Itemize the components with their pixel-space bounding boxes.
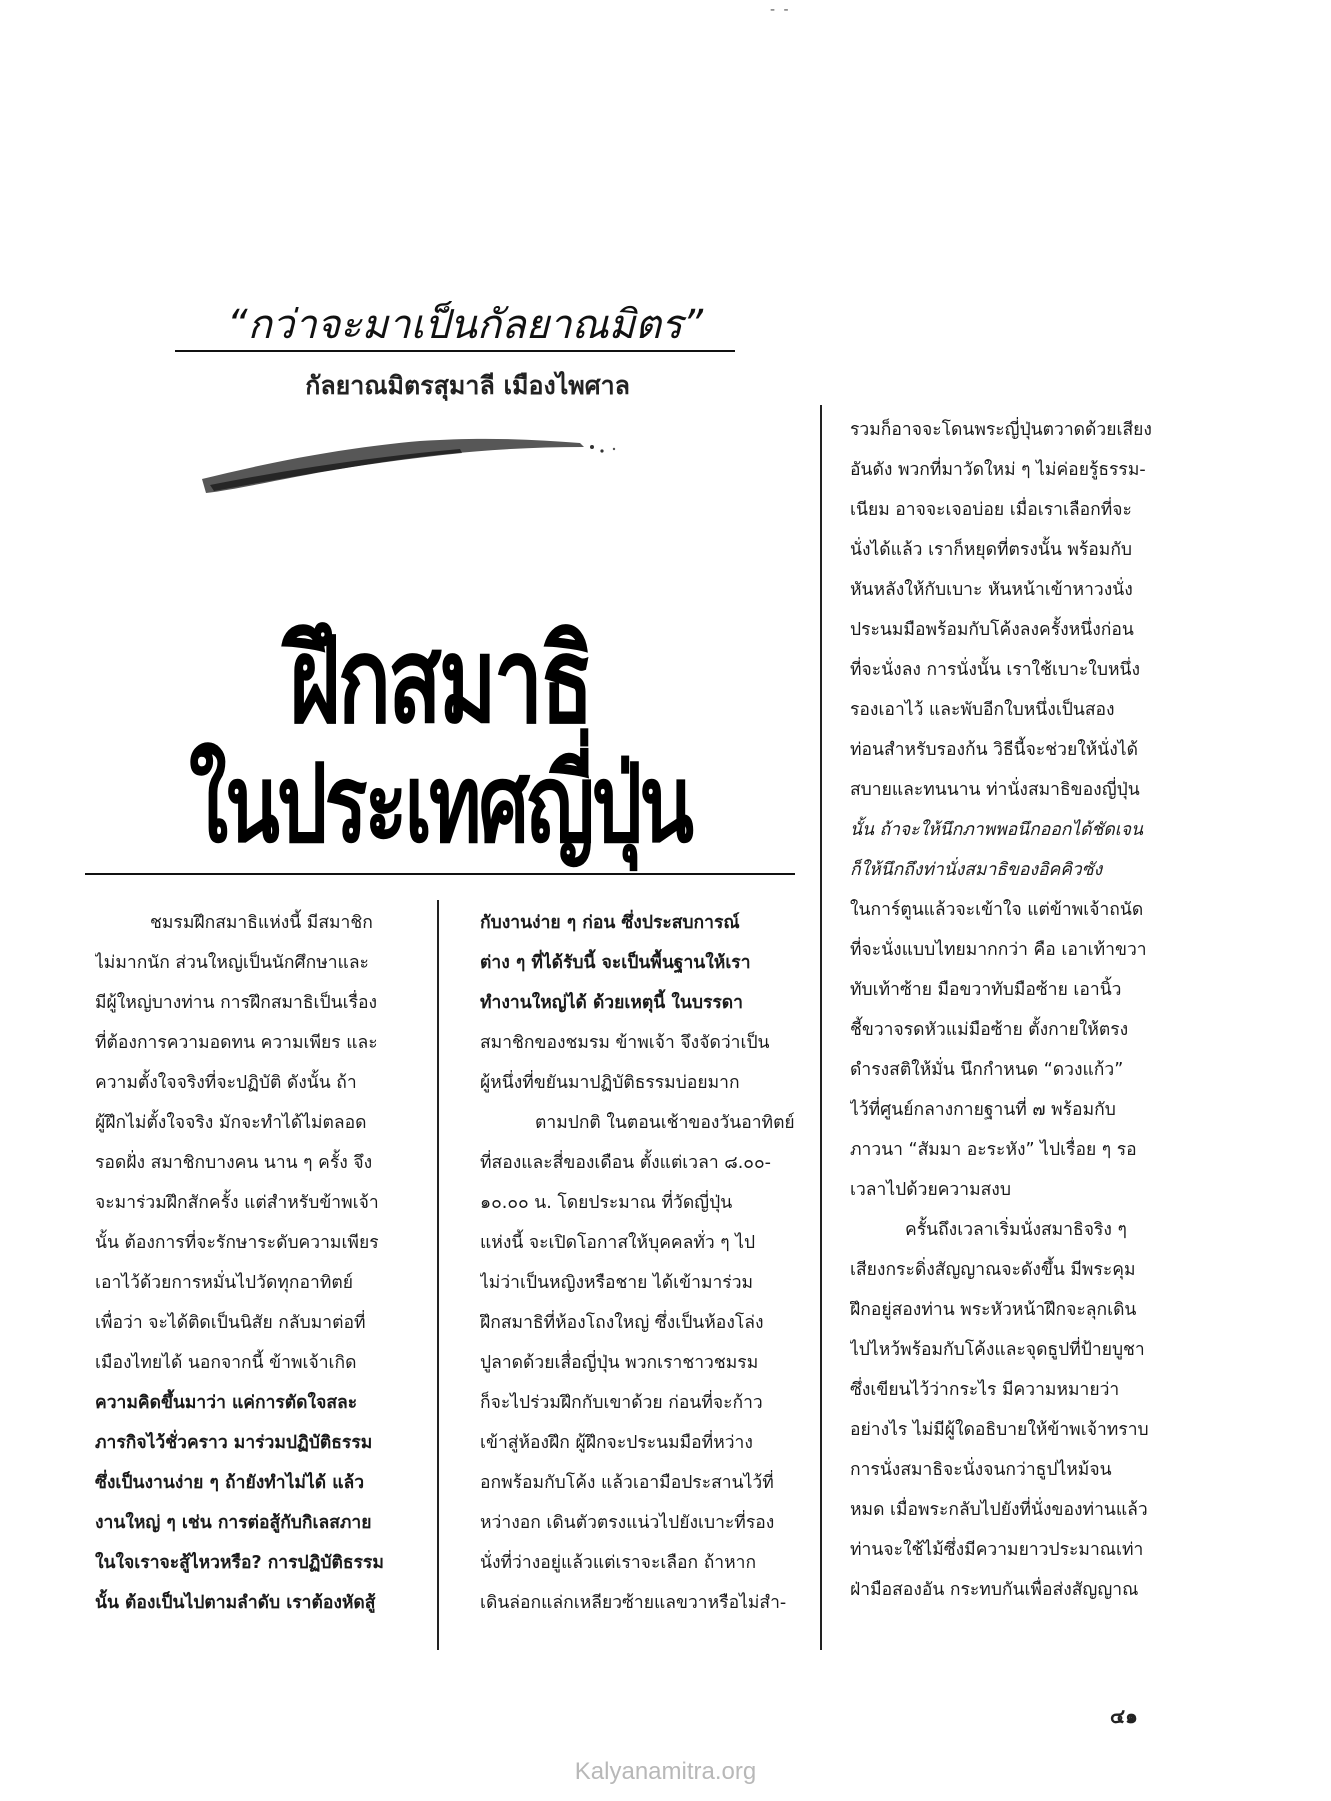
text-line: รอดฝั่ง สมาชิกบางคน นาน ๆ ครั้ง จึง [95,1153,373,1173]
text-line: กับงานง่าย ๆ ก่อน ซึ่งประสบการณ์ [480,913,740,933]
text-line: ที่ต้องการความอดทน ความเพียร และ [95,1033,378,1053]
text-line: นั่งได้แล้ว เราก็หยุดที่ตรงนั้น พร้อมกับ [850,540,1133,560]
text-line: ท่านจะใช้ไม้ซึ่งมีความยาวประมาณเท่า [850,1540,1144,1560]
text-line: การนั่งสมาธิจะนั่งจนกว่าธูปไหม้จน [850,1460,1112,1480]
text-line: รวมก็อาจจะโดนพระญี่ปุ่นตวาดด้วยเสียง [850,420,1152,440]
text-line: สมาชิกของชมรม ข้าพเจ้า จึงจัดว่าเป็น [480,1033,770,1053]
text-line: ไม่ว่าเป็นหญิงหรือชาย ได้เข้ามาร่วม [480,1273,754,1293]
text-line: นั้น ต้องการที่จะรักษาระดับความเพียร [95,1233,379,1253]
text-line: ผู้ฝึกไม่ตั้งใจจริง มักจะทำได้ไม่ตลอด [95,1113,367,1133]
text-line: ที่จะนั่งแบบไทยมากกว่า คือ เอาเท้าขวา [850,940,1147,960]
title-underline [175,350,735,352]
text-line: เอาไว้ด้วยการหมั่นไปวัดทุกอาทิตย์ [95,1273,353,1293]
text-line: เวลาไปด้วยความสงบ [850,1180,1011,1200]
text-line: ปูลาดด้วยเสื่อญี่ปุ่น พวกเราชาวชมรม [480,1353,759,1373]
text-line: ทำงานใหญ่ได้ ด้วยเหตุนี้ ในบรรดา [480,993,743,1013]
text-line: ทับเท้าซ้าย มือขวาทับมือซ้าย เอานิ้ว [850,980,1122,1000]
text-line: นั้น ถ้าจะให้นึกภาพพอนึกออกได้ชัดเจน [850,820,1143,840]
scan-marks: ‐ ‐ [770,2,791,18]
text-line: รองเอาไว้ และพับอีกใบหนึ่งเป็นสอง [850,700,1115,720]
article-column-3 [850,410,1180,1610]
text-line: ชี้ขวาจรดหัวแม่มือซ้าย ตั้งกายให้ตรง [850,1020,1129,1040]
author-byline: กัลยาณมิตรสุมาลี เมืองไพศาล [305,371,630,400]
text-line: ที่สองและสี่ของเดือน ตั้งแต่เวลา ๘.๐๐- [480,1153,771,1173]
text-line: ความตั้งใจจริงที่จะปฏิบัติ ดังนั้น ถ้า [95,1073,357,1093]
headline-rule [85,873,795,875]
text-line: มีผู้ใหญ่บางท่าน การฝึกสมาธิเป็นเรื่อง [95,993,378,1013]
text-line: ท่อนสำหรับรองก้น วิธีนี้จะช่วยให้นั่งได้ [850,740,1138,760]
brush-stroke-decoration [200,435,630,495]
text-line: นั้น ต้องเป็นไปตามลำดับ เราต้องหัดสู้ [95,1593,376,1613]
text-line: อย่างไร ไม่มีผู้ใดอธิบายให้ข้าพเจ้าทราบ [850,1420,1149,1440]
text-line: ซึ่งเป็นงานง่าย ๆ ถ้ายังทำไม่ได้ แล้ว [95,1473,365,1493]
text-line: เพื่อว่า จะได้ติดเป็นนิสัย กลับมาต่อที่ [95,1313,366,1333]
text-line: ชมรมฝึกสมาธิแห่งนี้ มีสมาชิก [150,913,373,933]
text-line: ครั้นถึงเวลาเริ่มนั่งสมาธิจริง ๆ [905,1220,1127,1240]
text-line: ฝ่ามือสองอัน กระทบกันเพื่อส่งสัญญาณ [850,1580,1139,1600]
text-line: ฝึกอยู่สองท่าน พระหัวหน้าฝึกจะลุกเดิน [850,1300,1137,1320]
text-line: หว่างอก เดินตัวตรงแน่วไปยังเบาะที่รอง [480,1513,775,1533]
text-line: ไว้ที่ศูนย์กลางกายฐานที่ ๗ พร้อมกับ [850,1100,1116,1120]
text-line: ดำรงสติให้มั่น นึกกำหนด “ดวงแก้ว” [850,1060,1124,1080]
series-title: “กว่าจะมาเป็นกัลยาณมิตร” [226,302,704,348]
text-line: ในการ์ตูนแล้วจะเข้าใจ แต่ข้าพเจ้าถนัด [850,900,1144,920]
text-line: เสียงกระดิ่งสัญญาณจะดังขึ้น มีพระคุม [850,1260,1136,1280]
column-divider-1 [437,900,439,1650]
text-line: หันหลังให้กับเบาะ หันหน้าเข้าหาวงนั่ง [850,580,1133,600]
text-line: เนียม อาจจะเจอบ่อย เมื่อเราเลือกที่จะ [850,500,1132,520]
text-line: ไม่มากนัก ส่วนใหญ่เป็นนักศึกษาและ [95,953,369,973]
headline-line-2: ในประเทศญี่ปุ่น [189,740,691,867]
text-line: นั่งที่ว่างอยู่แล้วแต่เราจะเลือก ถ้าหาก [480,1553,757,1573]
text-line: หมด เมื่อพระกลับไปยังที่นั่งของท่านแล้ว [850,1500,1148,1520]
text-line: ไปไหว้พร้อมกับโค้งและจุดธูปที่ป้ายบูชา [850,1340,1145,1360]
text-line: อันดัง พวกที่มาวัดใหม่ ๆ ไม่ค่อยรู้ธรรม- [850,460,1146,480]
text-line: ที่จะนั่งลง การนั่งนั้น เราใช้เบาะใบหนึ่ง [850,660,1140,680]
text-line: งานใหญ่ ๆ เช่น การต่อสู้กับกิเลสภาย [95,1513,372,1533]
text-line: ผู้หนึ่งที่ขยันมาปฏิบัติธรรมบ่อยมาก [480,1073,740,1093]
text-line: ๑๐.๐๐ น. โดยประมาณ ที่วัดญี่ปุ่น [480,1193,733,1213]
text-line: ตามปกติ ในตอนเช้าของวันอาทิตย์ [535,1113,795,1133]
text-line: ภารกิจไว้ชั่วคราว มาร่วมปฏิบัติธรรม [95,1433,373,1453]
article-column-2 [480,903,805,1623]
text-line: เข้าสู่ห้องฝึก ผู้ฝึกจะประนมมือที่หว่าง [480,1433,753,1453]
text-line: อกพร้อมกับโค้ง แล้วเอามือประสานไว้ที่ [480,1473,774,1493]
text-line: แห่งนี้ จะเปิดโอกาสให้บุคคลทั่ว ๆ ไป [480,1233,756,1253]
text-line: ภาวนา “สัมมา อะระหัง” ไปเรื่อย ๆ รอ [850,1140,1137,1160]
text-line: ซึ่งเขียนไว้ว่ากระไร มีความหมายว่า [850,1380,1120,1400]
text-line: เดินล่อกแล่กเหลียวซ้ายแลขวาหรือไม่สำ- [480,1593,787,1613]
page-number: ๔๑ [1110,1704,1138,1728]
text-line: จะมาร่วมฝึกสักครั้ง แต่สำหรับข้าพเจ้า [95,1193,379,1213]
text-line: ประนมมือพร้อมกับโค้งลงครั้งหนึ่งก่อน [850,620,1134,640]
text-line: สบายและทนนาน ท่านั่งสมาธิของญี่ปุ่น [850,780,1140,800]
text-line: ต่าง ๆ ที่ได้รับนี้ จะเป็นพื้นฐานให้เรา [480,953,751,973]
column-divider-2 [820,405,822,1650]
text-line: ก็จะไปร่วมฝึกกับเขาด้วย ก่อนที่จะก้าว [480,1393,763,1413]
text-line: ก็ให้นึกถึงท่านั่งสมาธิของอิคคิวซัง [850,860,1103,880]
text-line: ในใจเราจะสู้ไหวหรือ? การปฏิบัติธรรม [95,1553,384,1573]
text-line: ฝึกสมาธิที่ห้องโถงใหญ่ ซึ่งเป็นห้องโล่ง [480,1313,764,1333]
headline-line-1: ฝึกสมาธิ [289,610,591,750]
article-column-1 [95,903,425,1623]
text-line: เมืองไทยได้ นอกจากนี้ ข้าพเจ้าเกิด [95,1353,357,1373]
site-watermark: Kalyanamitra.org [574,1758,757,1785]
text-line: ความคิดขึ้นมาว่า แค่การตัดใจสละ [95,1393,358,1413]
